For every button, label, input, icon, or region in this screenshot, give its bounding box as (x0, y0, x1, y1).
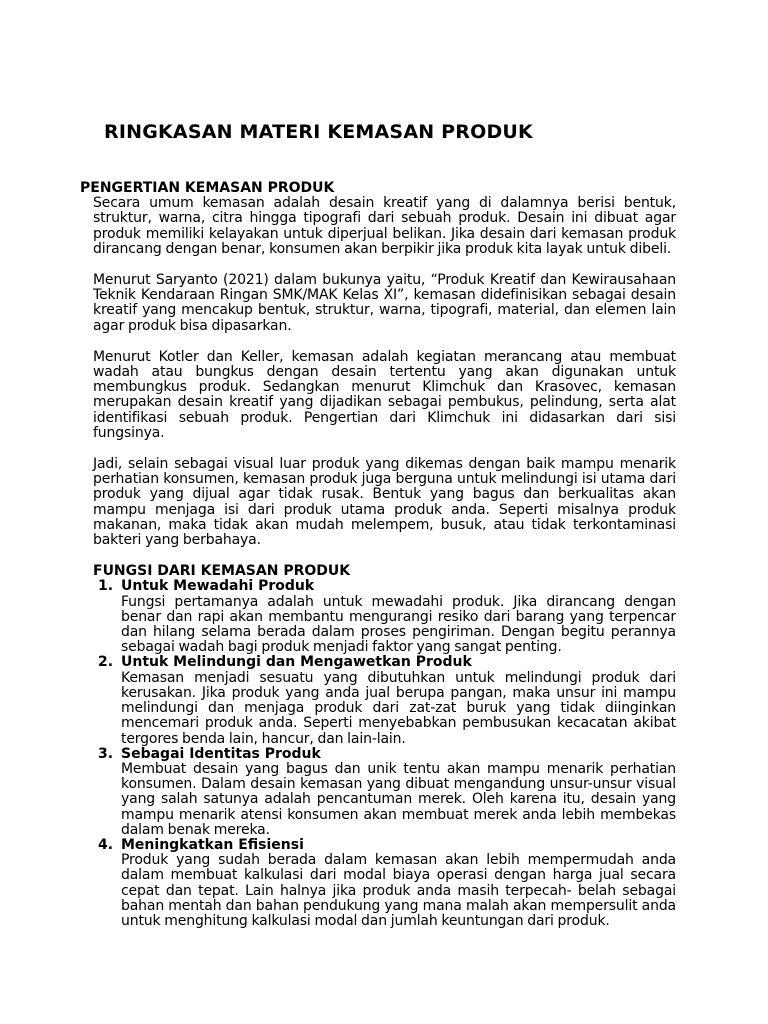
list-item-body: Membuat desain yang bagus dan unik tentu akan mampu menarik perhatian konsumen. Dalam desain kemasan yang dibuat mengandung unsur-unsur visual yang salah satunya adalah pencantuman merek. Oleh karena itu, desain yang mampu menarik atensi konsumen akan membuat merek anda lebih membekas dalam benak mereka. (121, 760, 676, 838)
list-item-number: 4. (98, 836, 114, 853)
fungsi-list (80, 579, 676, 929)
list-item-title (80, 747, 676, 762)
section-heading-fungsi: FUNGSI DARI KEMASAN PRODUK (93, 563, 351, 580)
list-item-heading: Sebagai Identitas Produk (121, 745, 321, 762)
list-item-title (80, 838, 676, 853)
document-title: RINGKASAN MATERI KEMASAN PRODUK (104, 121, 533, 143)
list-item-body: Produk yang sudah berada dalam kemasan akan lebih mempermudah anda dalam membuat kalkulasi dari modal biaya operasi dengan harga jual secara cepat dan tepat. Lain halnya jika produk anda masih terpecah- belah sebagai bahan mentah dan bahan pendukung yang mana malah akan mempersulit anda untuk menghitung kalkulasi modal dan jumlah keuntungan dari produk. (121, 852, 676, 929)
list-item-number: 1. (98, 578, 114, 595)
list-item (80, 747, 676, 838)
list-item-title (80, 579, 676, 594)
section-heading-pengertian: PENGERTIAN KEMASAN PRODUK (80, 180, 335, 196)
document-content (80, 181, 676, 929)
list-item-heading: Untuk Melindungi dan Mengawetkan Produk (121, 654, 472, 671)
list-item-number: 3. (98, 745, 114, 762)
list-item-number: 2. (98, 654, 114, 671)
list-item (80, 655, 676, 746)
list-item-body: Fungsi pertamanya adalah untuk mewadahi produk. Jika dirancang dengan benar dan rapi akan membantu mengurangi resiko dari barang yang terpencar dan hilang selama berada dalam proses pengiriman. Dengan begitu perannya sebagai wadah bagi produk menjadi faktor yang sangat penting. (121, 593, 676, 656)
list-item-body: Kemasan menjadi sesuatu yang dibutuhkan untuk melindungi produk dari kerusakan. Jika produk yang anda jual berupa pangan, maka unsur ini mampu melindungi dan menjaga produk dari zat-zat buruk yang tidak diinginkan mencemari produk anda. Seperti menyebabkan pembusukan kecacatan akibat tergores benda lain, hancur, dan lain-lain. (121, 669, 676, 747)
paragraph: Jadi, selain sebagai visual luar produk yang dikemas dengan baik mampu menarik perhatian konsumen, kemasan produk juga berguna untuk melindungi isi utama dari produk yang dijual agar tidak rusak. Bentuk yang bagus dan berkualitas akan mampu menjaga isi dari produk utama produk anda. Seperti misalnya produk makanan, maka tidak akan mudah melempem, busuk, atau tidak terkontaminasi bakteri yang berbahaya. (93, 456, 676, 549)
list-item-heading: Meningkatkan Efisiensi (121, 836, 304, 853)
list-item-heading: Untuk Mewadahi Produk (121, 578, 315, 595)
list-item-title (80, 655, 676, 670)
paragraph: Menurut Saryanto (2021) dalam bukunya yaitu, “Produk Kreatif dan Kewirausahaan Teknik Kendaraan Ringan SMK/MAK Kelas XI”, kemasan didefinisikan sebagai desain kreatif yang mencakup bentuk, struktur, warna, tipografi, material, dan elemen lain agar produk bisa dipasarkan. (93, 272, 676, 334)
paragraph: Secara umum kemasan adalah desain kreatif yang di dalamnya berisi bentuk, struktur, warna, citra hingga tipografi dari sebuah produk. Desain ini dibuat agar produk memiliki kelayakan untuk diperjual belikan. Jika desain dari kemasan produk dirancang dengan benar, konsumen akan berpikir jika produk kita layak untuk dibeli. (93, 195, 676, 257)
paragraph: Menurut Kotler dan Keller, kemasan adalah kegiatan merancang atau membuat wadah atau bungkus dengan desain tertentu yang akan digunakan untuk membungkus produk. Sedangkan menurut Klimchuk dan Krasovec, kemasan merupakan desain kreatif yang dijadikan sebagai pembukus, pelindung, serta alat identifikasi sebuah produk. Pengertian dari Klimchuk ini didasarkan dari sisi fungsinya. (93, 348, 676, 441)
list-item (80, 838, 676, 929)
list-item (80, 579, 676, 655)
